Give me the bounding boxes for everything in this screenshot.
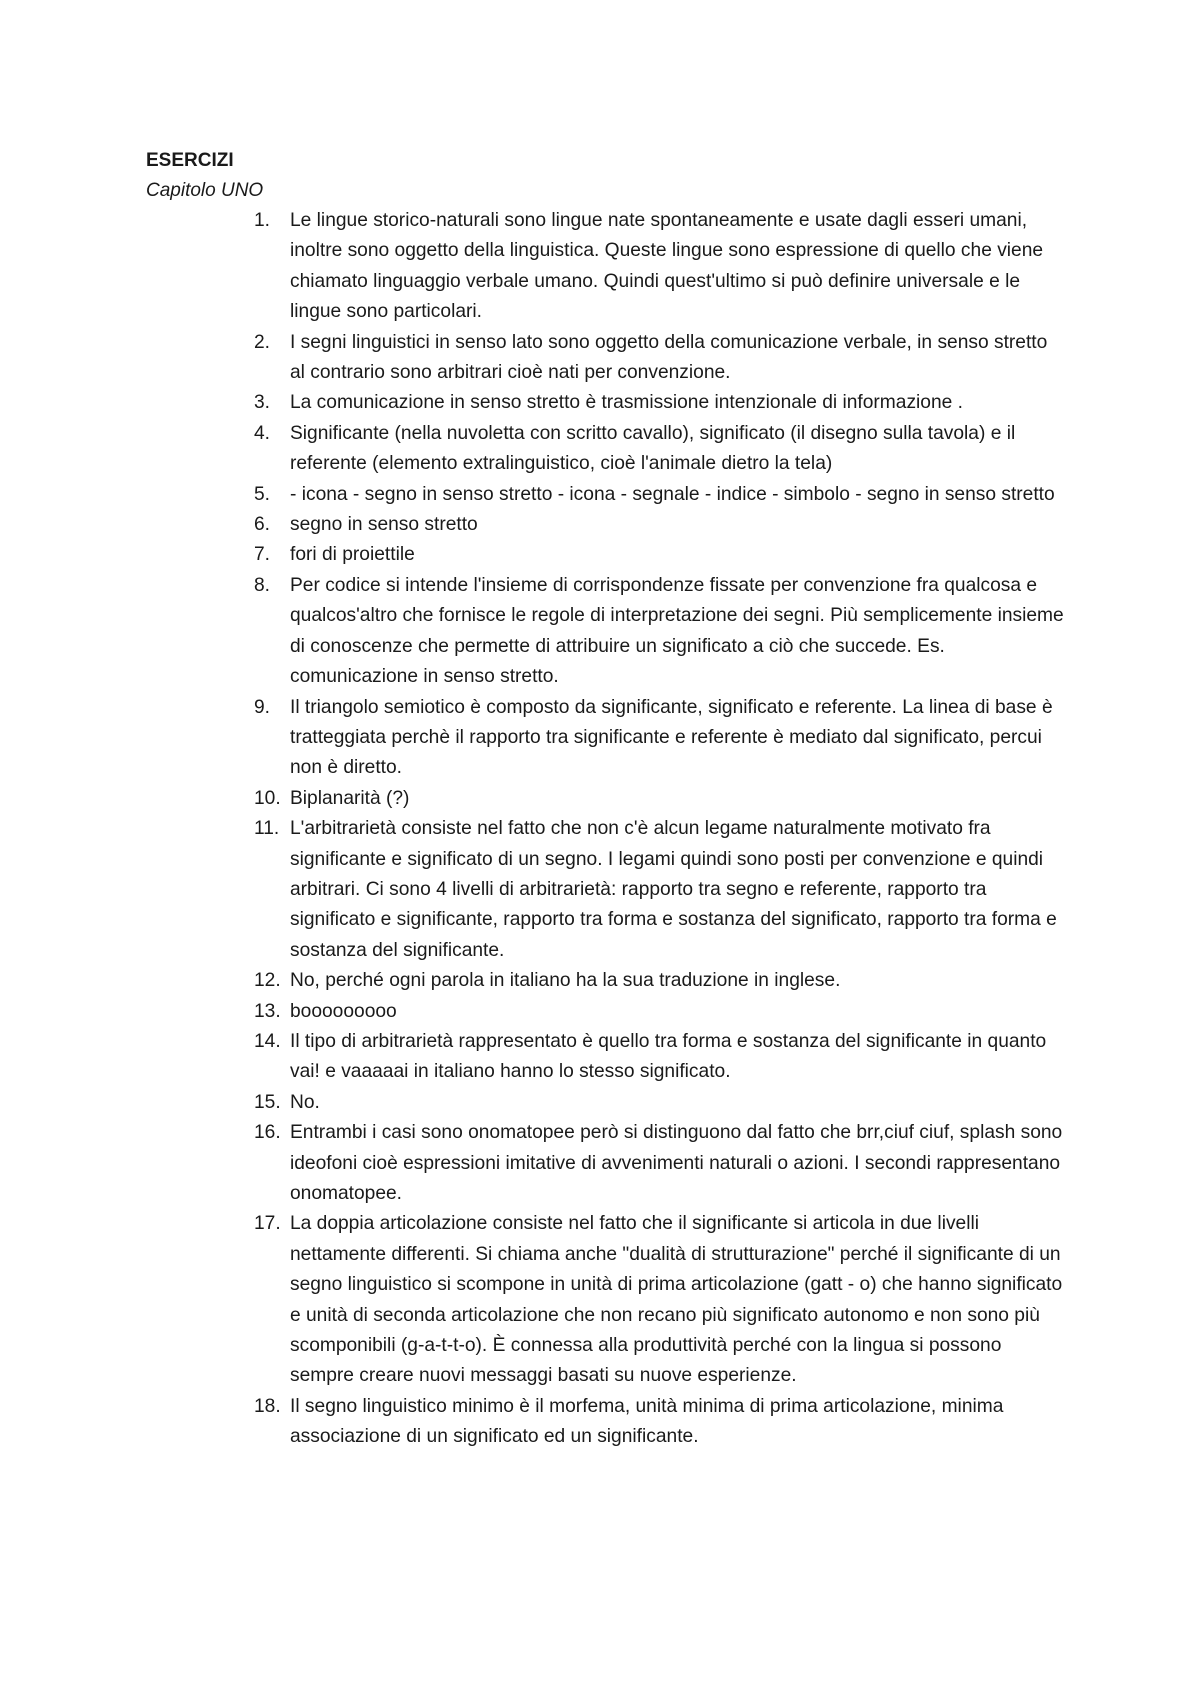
exercise-item — [146, 480, 1066, 510]
exercise-number: 2. — [254, 331, 271, 353]
exercise-number: 8. — [254, 574, 271, 596]
exercise-item — [146, 419, 1066, 480]
exercise-item — [146, 328, 1066, 389]
exercise-text: No. — [290, 1091, 320, 1113]
document-title: ESERCIZI — [146, 150, 234, 171]
exercise-text: Il segno linguistico minimo è il morfema, unità minima di prima articolazione, minima associazione di un significato ed un significante. — [290, 1395, 1004, 1448]
exercise-text: La comunicazione in senso stretto è trasmissione intenzionale di informazione . — [290, 392, 963, 414]
exercise-item — [146, 540, 1066, 570]
exercise-number: 10. — [254, 787, 281, 809]
exercise-item — [146, 966, 1066, 996]
exercise-text: - icona - segno in senso stretto - icona - segnale - indice - simbolo - segno in senso stretto — [290, 483, 1055, 505]
exercise-number: 7. — [254, 544, 271, 566]
exercise-number: 4. — [254, 422, 271, 444]
exercise-number: 9. — [254, 696, 271, 718]
exercise-item — [146, 814, 1066, 966]
exercise-item — [146, 571, 1066, 693]
exercise-item — [146, 206, 1066, 328]
exercise-number: 13. — [254, 1000, 281, 1022]
exercise-text: Entrambi i casi sono onomatopee però si distinguono dal fatto che brr,ciuf ciuf, splash sono ideofoni cioè espressioni imitative di avvenimenti naturali o azioni. I secondi rappresentano onomatopee. — [290, 1122, 1063, 1204]
exercise-text: L'arbitrarietà consiste nel fatto che non c'è alcun legame naturalmente motivato fra significante e significato di un segno. I legami quindi sono posti per convenzione e quindi arbitrari. Ci sono 4 livelli di arbitrarietà: rapporto tra segno e referente, rapporto tra significato e significante, rapporto tra forma e sostanza del significato, rapporto tra forma e sostanza del significante. — [290, 818, 1057, 961]
chapter-subtitle: Capitolo UNO — [146, 180, 264, 201]
exercise-text: segno in senso stretto — [290, 514, 478, 536]
exercise-number: 17. — [254, 1213, 281, 1235]
exercise-item — [146, 510, 1066, 540]
document-page — [146, 146, 1066, 1453]
exercise-number: 6. — [254, 514, 271, 536]
exercise-item — [146, 1392, 1066, 1453]
exercise-number: 18. — [254, 1395, 281, 1417]
exercise-item — [146, 1118, 1066, 1209]
exercise-text: Il triangolo semiotico è composto da significante, significato e referente. La linea di base è tratteggiata perchè il rapporto tra significante e referente è mediato dal significato, percui non è diretto. — [290, 696, 1053, 779]
exercise-item — [146, 693, 1066, 784]
exercise-number: 12. — [254, 970, 281, 992]
exercise-text: fori di proiettile — [290, 544, 415, 566]
exercise-item — [146, 388, 1066, 418]
exercise-text: No, perché ogni parola in italiano ha la sua traduzione in inglese. — [290, 970, 841, 992]
exercise-item — [146, 997, 1066, 1027]
exercise-text: booooooooo — [290, 1000, 397, 1022]
exercise-item — [146, 784, 1066, 814]
exercise-item — [146, 1209, 1066, 1391]
exercise-number: 11. — [254, 818, 280, 840]
exercise-number: 3. — [254, 392, 271, 414]
exercise-item — [146, 1027, 1066, 1088]
exercise-text: Le lingue storico-naturali sono lingue nate spontaneamente e usate dagli esseri umani, inoltre sono oggetto della linguistica. Queste lingue sono espressione di quello che viene chiamato linguaggio verbale umano. Quindi quest'ultimo si può definire universale e le lingue sono particolari. — [290, 210, 1044, 323]
exercise-number: 16. — [254, 1122, 281, 1144]
exercise-number: 14. — [254, 1030, 281, 1052]
exercise-item — [146, 1088, 1066, 1118]
exercise-list — [146, 206, 1066, 1453]
exercise-number: 1. — [254, 210, 271, 231]
exercise-number: 15. — [254, 1091, 281, 1113]
exercise-text: La doppia articolazione consiste nel fatto che il significante si articola in due livelli nettamente differenti. Si chiama anche "dualità di strutturazione" perché il significante di un segno linguistico si scompone in unità di prima articolazione (gatt - o) che hanno significato e unità di seconda articolazione che non recano più significato autonomo e non sono più scomponibili (g-a-t-t-o). È connessa alla produttività perché con la lingua si possono sempre creare nuovi messaggi basati su nuove esperienze. — [290, 1213, 1063, 1387]
exercise-text: Significante (nella nuvoletta con scritto cavallo), significato (il disegno sulla tavola) e il referente (elemento extralinguistico, cioè l'animale dietro la tela) — [290, 422, 1016, 475]
exercise-number: 5. — [254, 483, 271, 505]
exercise-text: Per codice si intende l'insieme di corrispondenze fissate per convenzione fra qualcosa e qualcos'altro che fornisce le regole di interpretazione dei segni. Più semplicemente insieme di conoscenze che permette di attribuire un significato a ciò che succede. Es. comunicazione in senso stretto. — [290, 574, 1064, 688]
exercise-text: Il tipo di arbitrarietà rappresentato è quello tra forma e sostanza del significante in quanto vai! e vaaaaai in italiano hanno lo stesso significato. — [290, 1030, 1047, 1083]
exercise-text: Biplanarità (?) — [290, 787, 410, 809]
exercise-text: I segni linguistici in senso lato sono oggetto della comunicazione verbale, in senso stretto al contrario sono arbitrari cioè nati per convenzione. — [290, 331, 1048, 384]
